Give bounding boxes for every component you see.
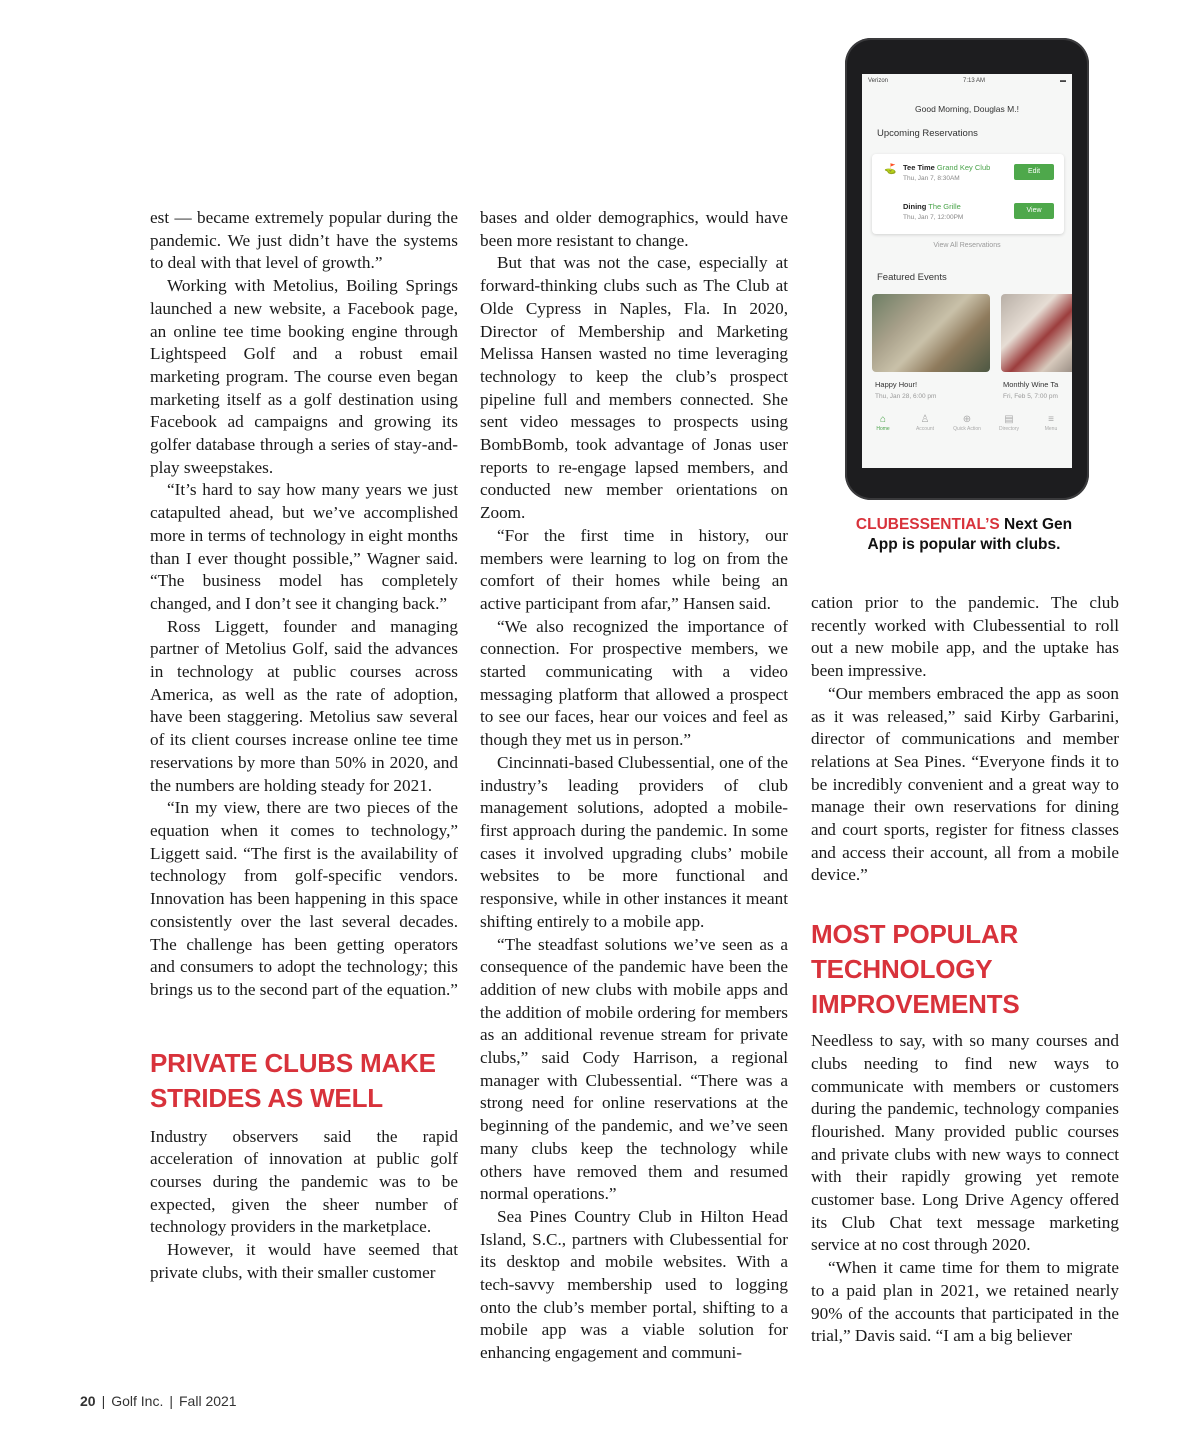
divider: | (101, 1393, 106, 1409)
battery-icon: ▬ (1060, 78, 1066, 84)
phone-app-image (845, 38, 1089, 500)
magazine-name: Golf Inc. (111, 1393, 164, 1409)
tab-label: Quick Action (953, 426, 981, 432)
wine-tasting-photo (1001, 294, 1072, 372)
tab-home (863, 414, 903, 432)
view-button: View (1014, 203, 1054, 219)
person-icon: ♙ (920, 414, 930, 425)
featured-title: Featured Events (877, 272, 947, 283)
paragraph: “It’s hard to say how many years we just catapulted ahead, but we’ve accomplished more in terms of technology in eight months than I ever thought possible,” Wagner said. “The business model has completely changed, and I don’t see it changing back.” (150, 480, 458, 613)
golf-flag-icon: ⛳ (884, 164, 897, 175)
edit-button: Edit (1014, 164, 1054, 180)
paragraph: Industry observers said the rapid acceleration of innovation at public golf courses during the pandemic was to be expected, given the sheer number of technology providers in the marketplace. (150, 1126, 458, 1237)
paragraph: Working with Metolius, Boiling Springs launched a new website, a Facebook page, an online tee time booking engine through Lightspeed Golf and a robust email marketing program. The course even began marketing itself as a golf destination using Facebook ad campaigns and growing its golfer database through a series of stay-and-play sweepstakes. (150, 276, 458, 477)
directory-icon: ▤ (1004, 414, 1014, 425)
upcoming-title: Upcoming Reservations (877, 128, 978, 139)
article-column-3 (811, 592, 1119, 1348)
image-caption (848, 515, 1080, 555)
article-column-1 (150, 207, 458, 1285)
paragraph: Ross Liggett, founder and managing partner of Metolius Golf, said the advances in technology at public courses across America, as well as the rate of adoption, have been staggering. Metolius saw several of its client courses increase online tee time reservations by more than 50% in 2020, and the numbers are holding steady for 2021. (150, 616, 458, 795)
article-column-2 (480, 207, 788, 1365)
tab-label: Directory (998, 426, 1019, 432)
tab-account (905, 414, 945, 432)
reservation-date: Thu, Jan 7, 8:30AM (903, 175, 960, 182)
paragraph: est — became extremely popular during the pandemic. We just didn’t have the systems to deal with that level of growth.” (150, 208, 458, 273)
paragraph: Needless to say, with so many courses and clubs needing to find new ways to communicate with members or customers during the pandemic, technology companies flourished. Many provided public courses and private clubs with new ways to connect with their rapidly growing yet remote customer base. Long Drive Agency offered its Club Chat text message marketing service at no cost through 2020. (811, 1031, 1119, 1255)
status-bar (862, 74, 1072, 88)
event-wine (1003, 380, 1058, 400)
paragraph: “The steadfast solutions we’ve seen as a consequence of the pandemic have been the addition of new clubs with mobile apps and the addition of mobile ordering for members as an additional revenue stream for private clubs,” said Cody Harrison, a regional manager with Clubessential. “There was a strong need for online reservations at the beginning of the pandemic, and we’ve seen many clubs keep the technology while others have removed them and resumed normal operations.” (480, 934, 788, 1204)
tab-directory (989, 414, 1029, 432)
reservations-card (872, 154, 1064, 234)
menu-icon: ≡ (1048, 414, 1054, 425)
tab-quick-action (947, 414, 987, 432)
tab-label: Home (876, 426, 890, 432)
event-name: Happy Hour! (875, 380, 918, 389)
clock-label: 7:13 AM (963, 78, 986, 84)
caption-brand: CLUBESSENTIAL’S (855, 516, 1000, 533)
paragraph: But that was not the case, especially at forward-thinking clubs such as The Club at Olde Cypress in Naples, Fla. In 2020, Director of Membership and Marketing Melissa Hansen wasted no time leveraging technology to keep the club’s prospect pipeline full and members connected. She sent video messages to prospects using BombBomb, took advantage of Jonas user reports to re-engage lapsed members, and conducted new member orientations on Zoom. (480, 253, 788, 523)
paragraph: However, it would have seemed that private clubs, with their smaller customer (150, 1240, 458, 1282)
app-screen (862, 74, 1072, 468)
greeting: Good Morning, Douglas M.! (915, 104, 1019, 114)
reservation-dining (903, 202, 963, 221)
reservation-name: Dining (903, 202, 927, 211)
divider: | (169, 1393, 173, 1409)
carrier-label: Verizon (868, 78, 889, 84)
tab-bar (862, 414, 1072, 432)
event-name: Monthly Wine Ta (1003, 380, 1059, 389)
event-date: Thu, Jan 28, 6:00 pm (875, 393, 937, 400)
page-footer (80, 1393, 237, 1409)
section-heading-private-clubs: PRIVATE CLUBS MAKE STRIDES AS WELL (150, 1047, 436, 1113)
reservation-venue: Grand Key Club (936, 163, 991, 172)
event-happy-hour (875, 380, 936, 400)
paragraph: Cincinnati-based Clubessential, one of the industry’s leading providers of club management solutions, adopted a mobile-first approach during the pandemic. In some cases it involved upgrading clubs’ mobile websites to be more functional and responsive, while in other instances it meant shifting entirely to a mobile app. (480, 752, 788, 931)
issue-label: Fall 2021 (179, 1393, 237, 1409)
reservation-venue: The Grille (928, 202, 961, 211)
paragraph: “When it came time for them to migrate to a paid plan in 2021, we retained nearly 90% of the accounts that participated in the trial,” Davis said. “I am a big believer (811, 1258, 1119, 1346)
tab-label: Menu (1044, 426, 1058, 432)
paragraph: Sea Pines Country Club in Hilton Head Island, S.C., partners with Clubessential for its desktop and mobile websites. With a tech-savvy membership used to logging onto the club’s member portal, shifting to a mobile app was a viable solution for enhancing engagement and communi- (480, 1206, 788, 1363)
event-date: Fri, Feb 5, 7:00 pm (1003, 393, 1058, 400)
paragraph: cation prior to the pandemic. The club recently worked with Clubessential to roll out a new mobile app, and the uptake has been impressive. (811, 593, 1119, 681)
paragraph: bases and older demographics, would have been more resistant to change. (480, 208, 788, 250)
tab-label: Account (915, 426, 935, 432)
paragraph: “Our members embraced the app as soon as it was released,” said Kirby Garbarini, director of communications and member relations at Sea Pines. “Everyone finds it to be incredibly convenient and a great way to manage their own reservations for dining and court sports, register for fitness classes and access their account, all from a mobile device.” (811, 683, 1119, 885)
section-heading-most-popular: MOST POPULAR TECHNOLOGY IMPROVEMENTS (811, 919, 1020, 1020)
quick-action-icon: ⊕ (962, 414, 972, 425)
home-icon: ⌂ (879, 414, 887, 425)
paragraph: “We also recognized the importance of connection. For prospective members, we started communicating with a video messaging platform that allowed a prospect to see our faces, hear our voices and feel as though they met us in person.” (480, 616, 788, 750)
view-all-link: View All Reservations (933, 242, 1001, 249)
reservation-name: Tee Time (903, 163, 935, 172)
tab-menu (1031, 414, 1071, 432)
reservation-tee-time (903, 163, 990, 182)
caption-text: Next Gen App is popular with clubs. (867, 516, 1073, 553)
paragraph: “In my view, there are two pieces of the equation when it comes to technology,” Liggett said. “The first is the availability of technology from golf-specific vendors. Innovation has been happening in this space consistently over the last several decades. The challenge has been getting operators and consumers to adopt the technology; this brings us to the second part of the equation.” (150, 798, 458, 999)
paragraph: “For the first time in history, our members were learning to log on from the comfort of their homes while being an active participant from afar,” Hansen said. (480, 525, 788, 613)
reservation-date: Thu, Jan 7, 12:00PM (903, 214, 964, 221)
page-number: 20 (80, 1393, 96, 1409)
happy-hour-photo (872, 294, 990, 372)
